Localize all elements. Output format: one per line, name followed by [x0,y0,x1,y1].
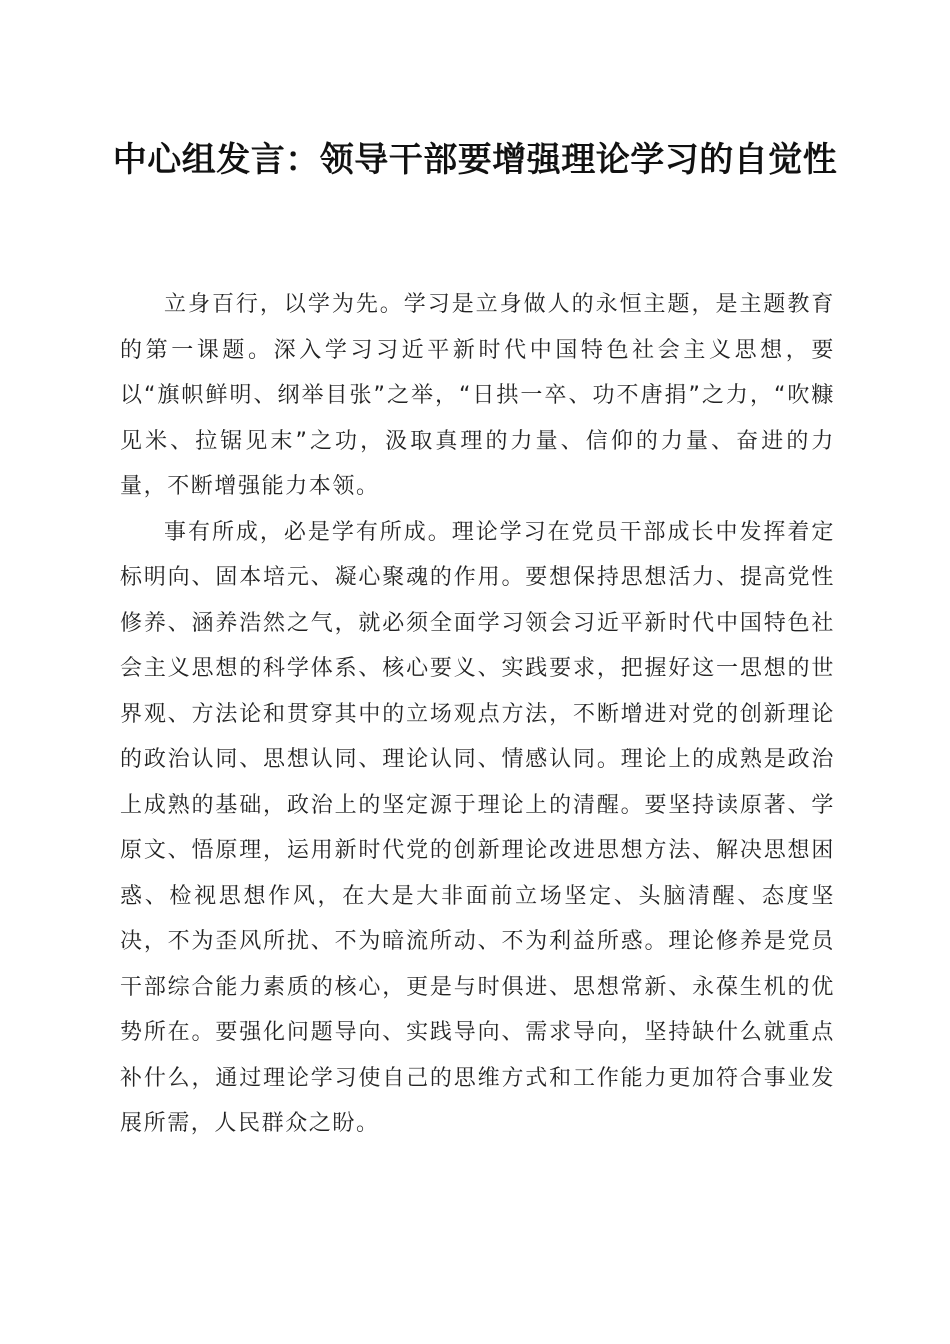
paragraph-2: 事有所成，必是学有所成。理论学习在党员干部成长中发挥着定标明向、固本培元、凝心聚魂的作用。要想保持思想活力、提高党性修养、涵养浩然之气，就必须全面学习领会习近平新时代中国特色社会主义思想的科学体系、核心要义、实践要求，把握好这一思想的世界观、方法论和贯穿其中的立场观点方法，不断增进对党的创新理论的政治认同、思想认同、理论认同、情感认同。理论上的成熟是政治上成熟的基础，政治上的坚定源于理论上的清醒。要坚持读原著、学原文、悟原理，运用新时代党的创新理论改进思想方法、解决思想困惑、检视思想作风，在大是大非面前立场坚定、头脑清醒、态度坚决，不为歪风所扰、不为暗流所动、不为利益所惑。理论修养是党员干部综合能力素质的核心，更是与时俱进、思想常新、永葆生机的优势所在。要强化问题导向、实践导向、需求导向，坚持缺什么就重点补什么，通过理论学习使自己的思维方式和工作能力更加符合事业发展所需，人民群众之盼。 [120,519,835,1136]
document-body [120,282,835,1147]
paragraph-1: 立身百行，以学为先。学习是立身做人的永恒主题，是主题教育的第一课题。深入学习习近平新时代中国特色社会主义思想，要以“旗帜鲜明、纲举目张”之举，“日拱一卒、功不唐捐”之力，“吹糠见米、拉锯见末”之功，汲取真理的力量、信仰的力量、奋进的力量，不断增强能力本领。 [120,292,835,499]
page-title: 中心组发言：领导干部要增强理论学习的自觉性 [112,140,838,180]
